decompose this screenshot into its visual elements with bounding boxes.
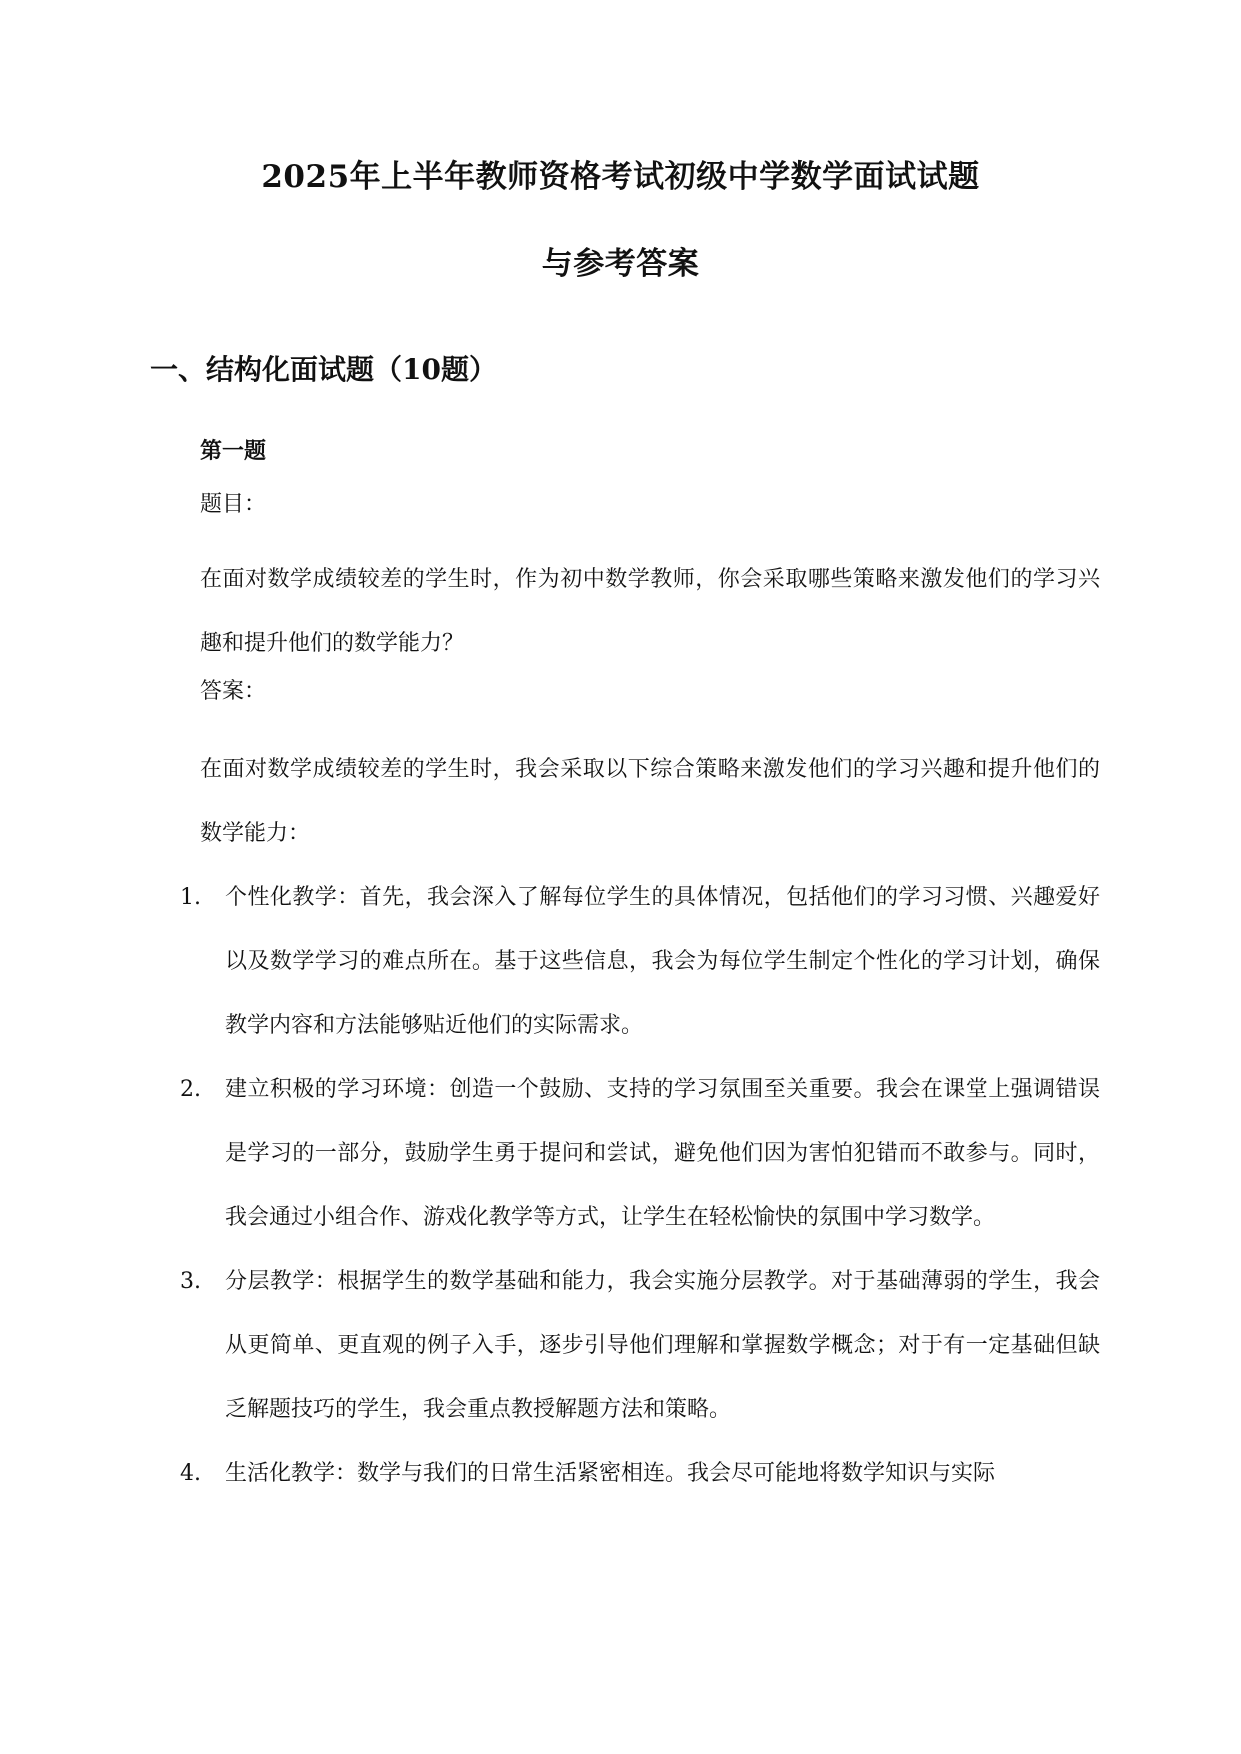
question-text: 在面对数学成绩较差的学生时，作为初中数学教师，你会采取哪些策略来激发他们的学习兴趣和提升他们的数学能力？ — [200, 567, 1100, 656]
list-item — [180, 866, 1100, 1058]
list-item-number: 3. — [180, 1269, 201, 1294]
list-item-text: 分层教学：根据学生的数学基础和能力，我会实施分层教学。对于基础薄弱的学生，我会从更简单、更直观的例子入手，逐步引导他们理解和掌握数学概念；对于有一定基础但缺乏解题技巧的学生，我会重点教授解题方法和策略。 — [225, 1269, 1100, 1422]
list-item-number: 4. — [180, 1461, 201, 1486]
list-item — [180, 1250, 1100, 1442]
list-item — [180, 1442, 1100, 1506]
question-heading: 第一题 — [200, 438, 267, 464]
list-item-number: 2. — [180, 1077, 201, 1102]
list-item-text: 个性化教学：首先，我会深入了解每位学生的具体情况，包括他们的学习习惯、兴趣爱好以及数学学习的难点所在。基于这些信息，我会为每位学生制定个性化的学习计划，确保教学内容和方法能够贴近他们的实际需求。 — [225, 885, 1100, 1038]
list-item — [180, 1058, 1100, 1250]
question-label: 题目： — [200, 492, 267, 517]
document-title-line1: 2025年上半年教师资格考试初级中学数学面试试题 — [261, 159, 980, 195]
answer-label: 答案： — [200, 679, 267, 704]
list-item-text: 生活化教学：数学与我们的日常生活紧密相连。我会尽可能地将数学知识与实际 — [225, 1461, 996, 1486]
list-item-text: 建立积极的学习环境：创造一个鼓励、支持的学习氛围至关重要。我会在课堂上强调错误是学习的一部分，鼓励学生勇于提问和尝试，避免他们因为害怕犯错而不敢参与。同时，我会通过小组合作、游戏化教学等方式，让学生在轻松愉快的氛围中学习数学。 — [225, 1077, 1100, 1230]
document-title-line2: 与参考答案 — [541, 246, 700, 282]
list-item-number: 1. — [180, 885, 201, 910]
section-heading: 一、结构化面试题（10题） — [150, 353, 497, 386]
answer-intro: 在面对数学成绩较差的学生时，我会采取以下综合策略来激发他们的学习兴趣和提升他们的数学能力： — [200, 757, 1100, 846]
answer-list — [180, 866, 1100, 1506]
